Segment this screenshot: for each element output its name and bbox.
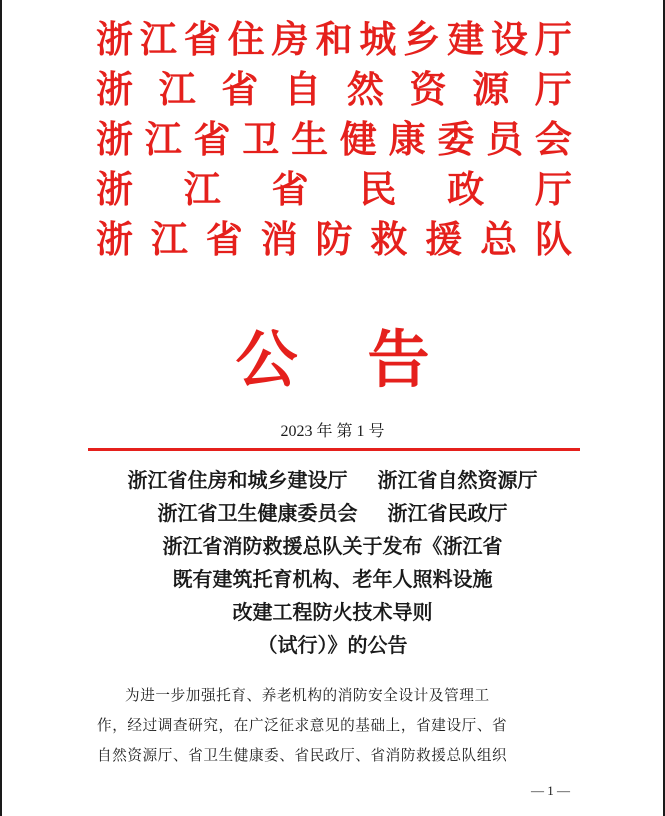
- heading-line: 浙江省消防救援总队关于发布《浙江省: [162, 534, 503, 558]
- document-number: 2023 年 第 1 号: [280, 423, 385, 440]
- agency-char: 建: [447, 17, 485, 61]
- heading-text: 浙江省住房和城乡建设厅: [127, 468, 348, 492]
- heading-line: （试行）》的公告: [257, 633, 408, 657]
- announcement-heading: [70, 464, 595, 662]
- heading-line: 既有建筑托育机构、老年人照料设施: [172, 567, 493, 591]
- agency-char: 厅: [534, 167, 572, 211]
- agency-char: 消: [260, 217, 298, 261]
- agency-char: 房: [271, 17, 309, 61]
- red-divider-line: [88, 448, 580, 451]
- agency-char: 总: [480, 217, 518, 261]
- agency-char: 卫: [242, 117, 280, 161]
- agency-char: 救: [370, 217, 408, 261]
- agency-line: [96, 164, 572, 214]
- agency-char: 江: [139, 17, 177, 61]
- agency-char: 浙: [96, 217, 133, 261]
- page-number: — 1 —: [531, 783, 570, 798]
- agency-char: 江: [144, 117, 182, 161]
- agency-char: 省: [183, 17, 221, 61]
- agency-char: 康: [388, 117, 426, 161]
- agency-char: 住: [227, 17, 265, 61]
- agency-char: 江: [158, 67, 196, 111]
- agency-char: 乡: [403, 17, 441, 61]
- heading-text: 浙江省自然资源厅: [377, 468, 538, 492]
- agency-char: 自: [284, 67, 322, 111]
- agency-char: 和: [315, 17, 353, 61]
- agency-line: [96, 14, 572, 64]
- agency-char: 省: [193, 117, 231, 161]
- issuing-agencies-header: [96, 14, 572, 264]
- body-line: 自然资源厅、省卫生健康委、省民政厅、省消防救援总队组织: [97, 747, 508, 764]
- agency-char: 省: [271, 167, 309, 211]
- agency-char: 队: [535, 217, 572, 261]
- agency-char: 江: [150, 217, 188, 261]
- heading-line: 改建工程防火技术导则: [232, 600, 433, 624]
- agency-char: 浙: [96, 117, 133, 161]
- agency-char: 援: [425, 217, 463, 261]
- agency-char: 江: [183, 167, 221, 211]
- agency-char: 浙: [96, 17, 133, 61]
- agency-char: 浙: [96, 67, 133, 111]
- heading-line: [70, 464, 595, 497]
- heading-text: 浙江省民政厅: [387, 501, 508, 525]
- body-paragraph: [97, 681, 571, 771]
- agency-char: 省: [205, 217, 243, 261]
- body-line: 为进一步加强托育、养老机构的消防安全设计及管理工: [125, 687, 490, 704]
- agency-char: 设: [491, 17, 529, 61]
- agency-line: [96, 114, 572, 164]
- agency-char: 源: [472, 67, 510, 111]
- agency-line: [96, 214, 572, 264]
- agency-char: 生: [291, 117, 329, 161]
- agency-char: 政: [447, 167, 485, 211]
- notice-title: 公告: [235, 323, 500, 396]
- agency-char: 资: [409, 67, 447, 111]
- agency-char: 委: [437, 117, 475, 161]
- agency-char: 省: [221, 67, 259, 111]
- agency-char: 厅: [534, 17, 572, 61]
- agency-char: 浙: [96, 167, 133, 211]
- agency-char: 会: [534, 117, 572, 161]
- heading-text: 浙江省卫生健康委员会: [157, 501, 358, 525]
- heading-line: [70, 497, 595, 530]
- agency-char: 然: [346, 67, 384, 111]
- page-left-edge: [0, 0, 2, 816]
- agency-char: 城: [359, 17, 397, 61]
- agency-char: 员: [486, 117, 524, 161]
- agency-char: 防: [315, 217, 353, 261]
- agency-char: 厅: [534, 67, 572, 111]
- body-line: 作，经过调查研究，在广泛征求意见的基础上，省建设厅、省: [97, 717, 508, 734]
- agency-line: [96, 64, 572, 114]
- agency-char: 健: [339, 117, 377, 161]
- agency-char: 民: [359, 167, 397, 211]
